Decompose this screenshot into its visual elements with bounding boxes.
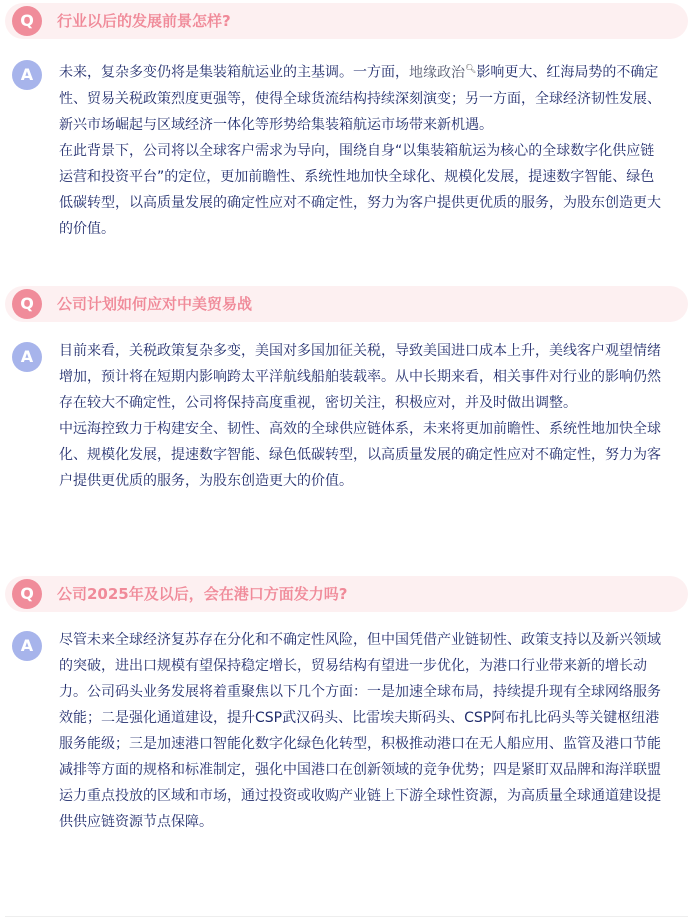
search-icon: 🔍︎ — [465, 64, 477, 74]
question-bar-3 — [5, 576, 688, 612]
answer-text-2 — [59, 338, 664, 494]
divider — [5, 916, 688, 917]
q-badge: Q — [12, 6, 42, 36]
answer-2-para-1: 目前来看，关税政策复杂多变，美国对多国加征关税，导致美国进口成本上升，美线客户观望情绪增加，预计将在短期内影响跨太平洋航线船舶装载率。从中长期来看，相关事件对行业的影响仍然存在较大不确定性，公司将保持高度重视，密切关注，积极应对，并及时做出调整。 — [59, 343, 661, 411]
answer-2-para-2: 中远海控致力于构建安全、韧性、高效的全球供应链体系，未来将更加前瞻性、系统性地加快全球化、规模化发展，提速数字智能、绿色低碳转型，以高质量发展的确定性应对不确定性，努力为客户提供更优质的服务，为股东创造更大的价值。 — [59, 421, 661, 489]
question-bar-1 — [5, 3, 688, 39]
question-title-3: 公司2025年及以后，会在港口方面发力吗? — [57, 585, 348, 603]
a-badge: A — [12, 631, 42, 661]
answer-text-3 — [59, 627, 664, 835]
a-badge: A — [12, 342, 42, 372]
answer-3-para-1: 尽管未来全球经济复苏存在分化和不确定性风险，但中国凭借产业链韧性、政策支持以及新兴领域的突破，进出口规模有望保持稳定增长，贸易结构有望进一步优化，为港口行业带来新的增长动力。公司码头业务发展将着重聚焦以下几个方面：一是加速全球布局，持续提升现有全球网络服务效能；二是强化通道建设，提升CSP武汉码头、比雷埃夫斯码头、CSP阿布扎比码头等关键枢纽港服务能级；三是加速港口智能化数字化绿色化转型，积极推动港口在无人船应用、监管及港口节能减排等方面的规格和标准制定，强化中国港口在创新领域的竞争优势；四是紧盯双品牌和海洋联盟运力重点投放的区域和市场，通过投资或收购产业链上下游全球性资源，为高质量全球通道建设提供供应链资源节点保障。 — [59, 632, 661, 830]
q-badge: Q — [12, 289, 42, 319]
answer-1-para-1b: 影响更大、红海局势的不确定性、贸易关税政策烈度更强等，使得全球货流结构持续深刻演变；另一方面，全球经济韧性发展、新兴市场崛起与区域经济一体化等形势给集装箱航运市场带来新机遇。 — [59, 64, 661, 133]
question-title-2: 公司计划如何应对中美贸易战 — [57, 295, 253, 313]
q-badge: Q — [12, 579, 42, 609]
answer-text-1 — [59, 56, 664, 242]
answer-1-para-1a: 未来，复杂多变仍将是集装箱航运业的主基调。一方面， — [59, 64, 409, 81]
question-title-1: 行业以后的发展前景怎样? — [57, 12, 231, 30]
a-badge: A — [12, 60, 42, 90]
answer-1-para-2: 在此背景下，公司将以全球客户需求为导向，围绕自身“以集装箱航运为核心的全球数字化供应链运营和投资平台”的定位，更加前瞻性、系统性地加快全球化、规模化发展，提速数字智能、绿色低碳转型，以高质量发展的确定性应对不确定性，努力为客户提供更优质的服务，为股东创造更大的价值。 — [59, 142, 661, 237]
question-bar-2 — [5, 286, 688, 322]
geopolitics-link[interactable]: 地缘政治🔍︎ — [409, 64, 477, 81]
